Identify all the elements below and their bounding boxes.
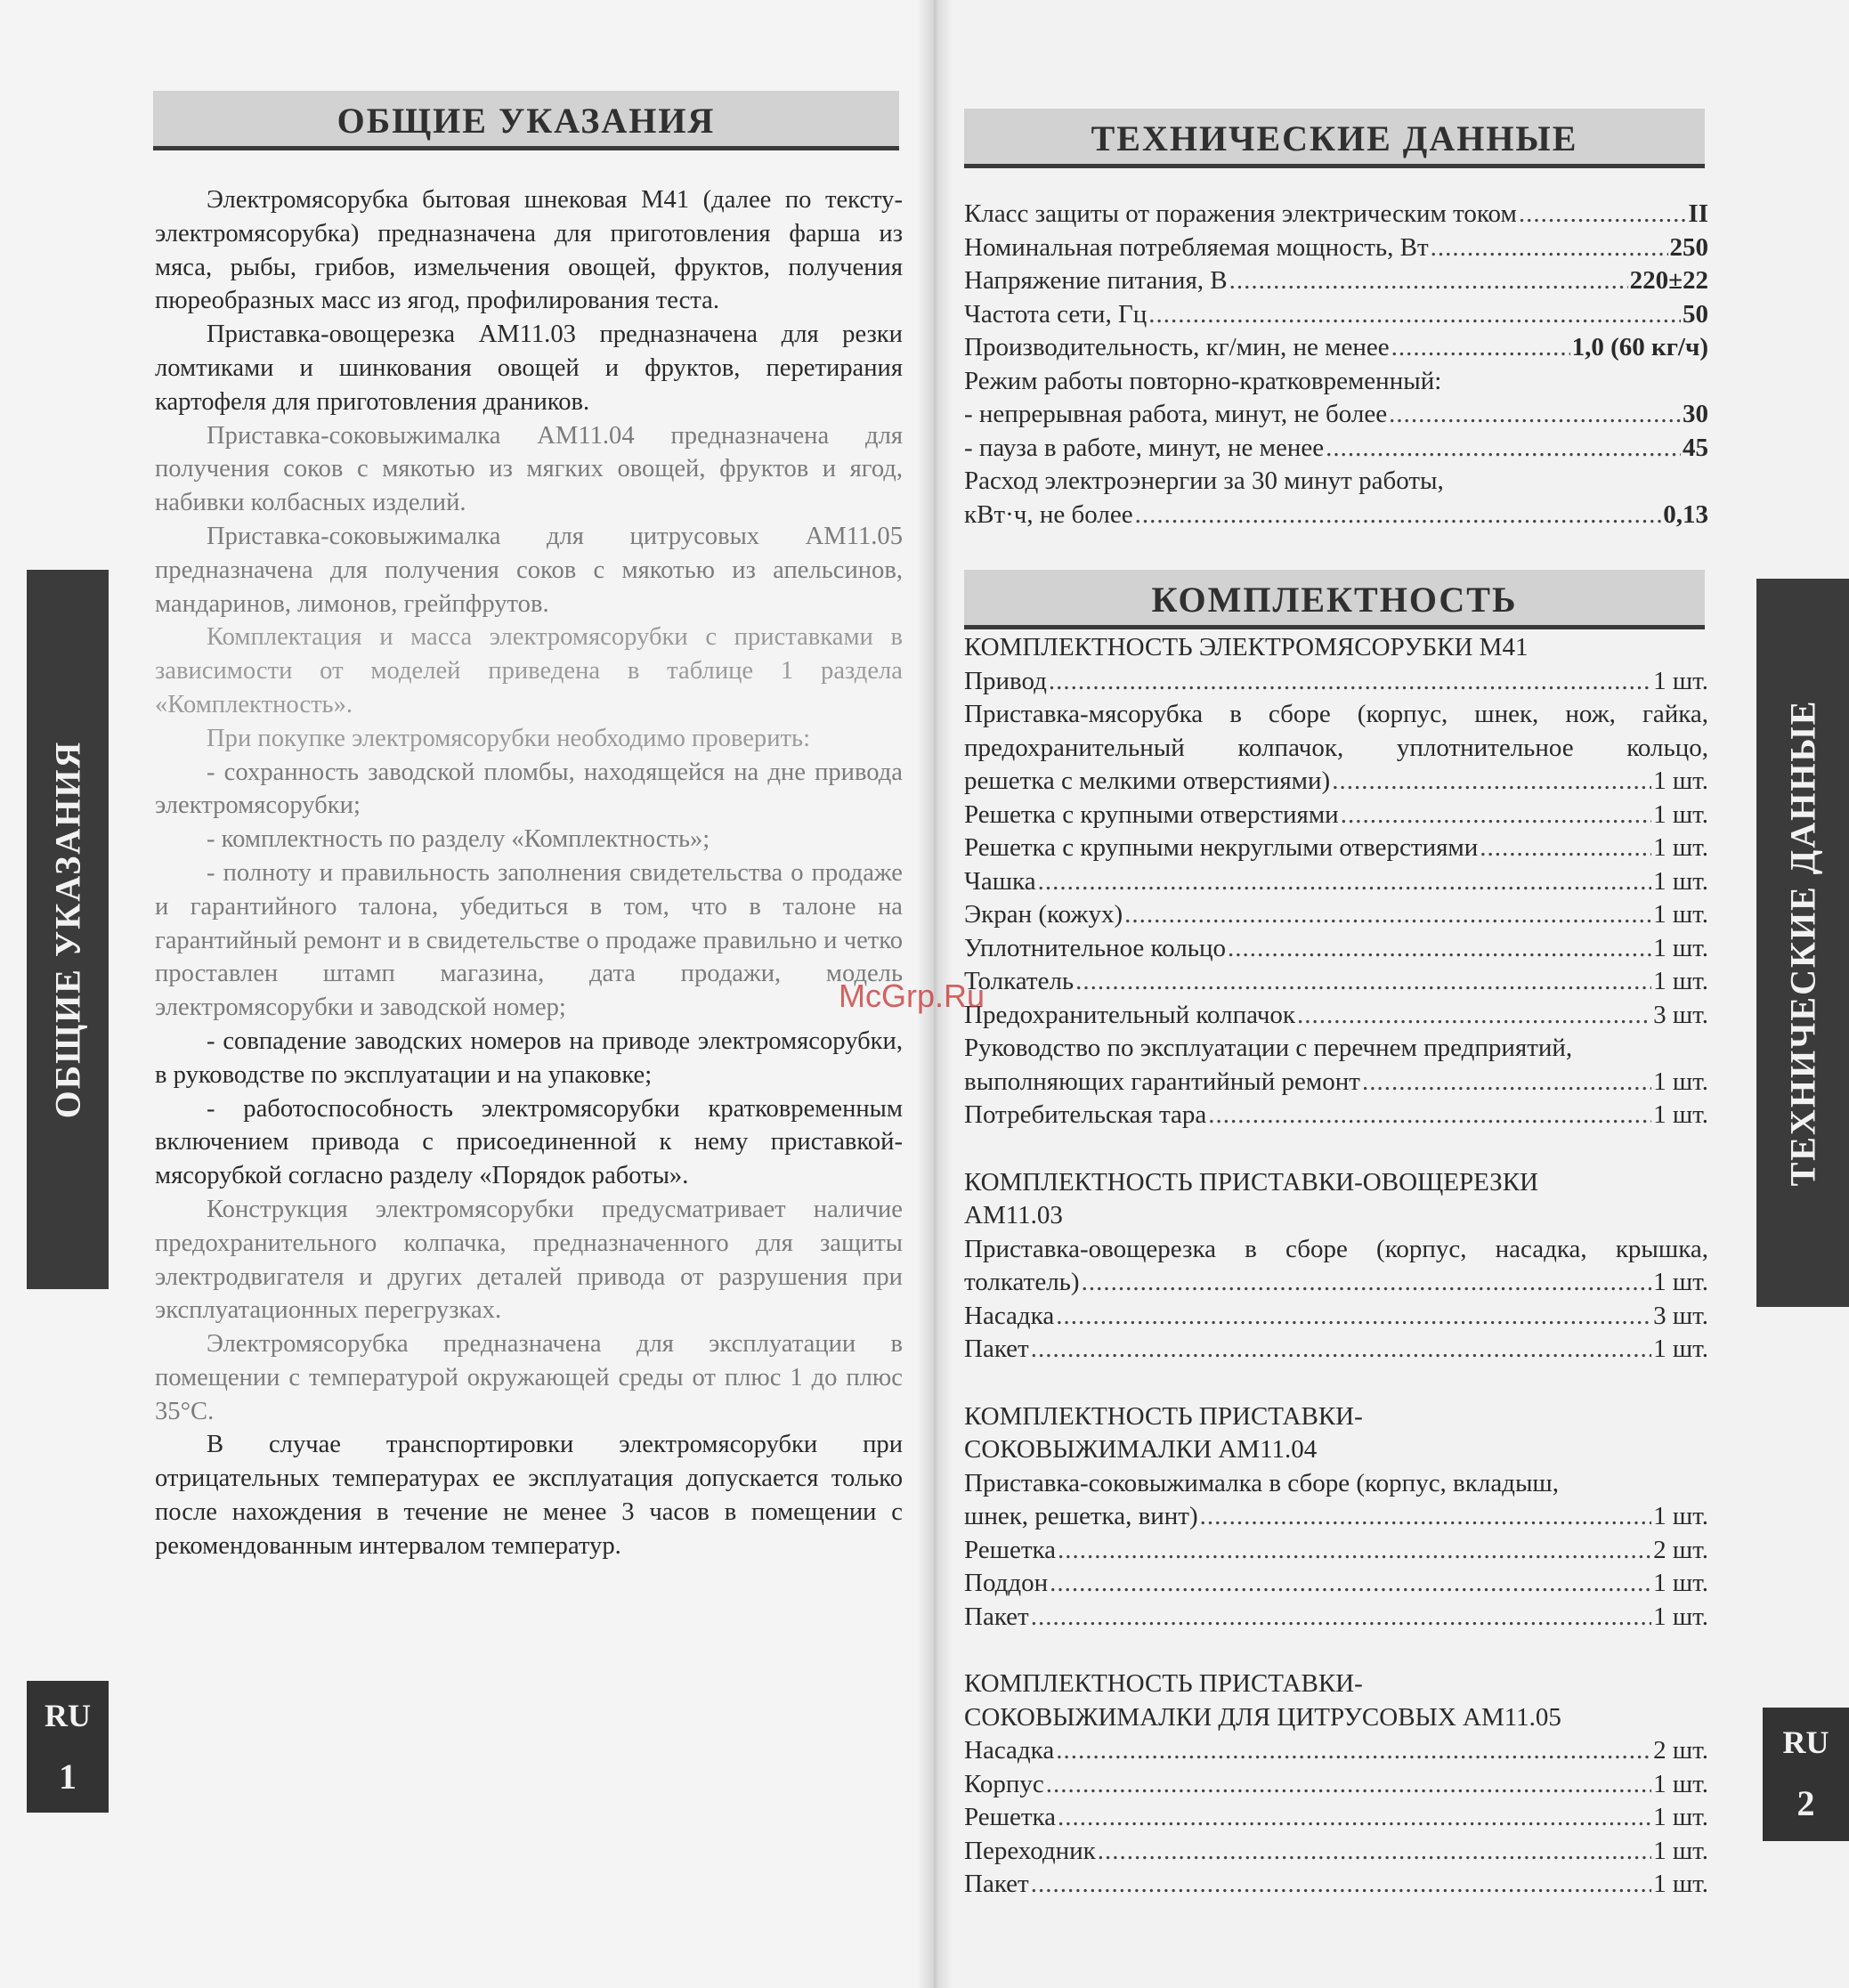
kit-list [964, 631, 1708, 1902]
general-instructions-text [155, 183, 903, 1563]
tech-row: Частота сети, Гц ..... 50 [964, 298, 1708, 332]
kit-am1104-title-2: СОКОВЫЖИМАЛКИ АМ11.04 [964, 1435, 1318, 1464]
kit-m41-title: КОМПЛЕКТНОСТЬ ЭЛЕКТРОМЯСОРУБКИ М41 [964, 633, 1529, 661]
kit-row: Решетка с крупными некруглыми отверстиями ..... 1 шт. [964, 832, 1708, 865]
right-page-number-box [1763, 1708, 1849, 1841]
kit-row: Решетка ..... 1 шт. [964, 1801, 1708, 1835]
kit-am1103-title: КОМПЛЕКТНОСТЬ ПРИСТАВКИ-ОВОЩЕРЕЗКИ [964, 1167, 1538, 1197]
tech-data-list [964, 198, 1708, 531]
tech-row: Производительность, кг/мин, не менее ..... 1,0 (60 кг/ч) [964, 331, 1708, 365]
paragraph: При покупке электромясорубки необходимо проверить: [207, 724, 811, 752]
paragraph: Приставка-соковыжималка АМ11.04 предназначена для получения соков с мякотью из мягких овощей, фруктов и ягод, набивки колбасных изделий. [155, 421, 903, 517]
kit-am1104-title: КОМПЛЕКТНОСТЬ ПРИСТАВКИ- [964, 1401, 1363, 1431]
tech-row: Класс защиты от поражения электрическим током ..... II [964, 198, 1708, 231]
kit-am1103-title-2: АМ11.03 [964, 1201, 1063, 1229]
kit-row: выполняющих гарантийный ремонт ..... 1 шт. [964, 1066, 1708, 1099]
paragraph: - совпадение заводских номеров на приводе электромясорубки, в руководстве по эксплуатации и на упаковке; [155, 1026, 903, 1089]
kit-row: Предохранительный колпачок ..... 3 шт. [964, 999, 1708, 1033]
kit-row: Чашка ..... 1 шт. [964, 865, 1708, 899]
paragraph: - работоспособность электромясорубки кратковременным включением привода с присоединенной к нему приставкой-мясорубкой согласно разделу «Порядок работы». [155, 1094, 903, 1190]
energy-label: Расход электроэнергии за 30 минут работы, [964, 467, 1444, 495]
kit-row: решетка с мелкими отверстиями) ..... 1 шт. [964, 765, 1708, 799]
mode-label: Режим работы повторно-кратковременный: [964, 366, 1442, 395]
paragraph: - комплектность по разделу «Комплектность»; [207, 825, 710, 854]
kit-row: Решетка ..... 2 шт. [964, 1534, 1708, 1568]
kit-text-line: Приставка-соковыжималка в сборе (корпус, вкладыш, [964, 1468, 1560, 1497]
right-side-tab: ТЕХНИЧЕСКИЕ ДАННЫЕ [1756, 579, 1849, 1307]
left-page-number: 1 [59, 1757, 77, 1797]
paragraph: - сохранность заводской пломбы, находящейся на дне привода электромясорубки; [155, 758, 903, 820]
kit-row: Потребительская тара ..... 1 шт. [964, 1099, 1708, 1132]
kit-row: Переходник ..... 1 шт. [964, 1835, 1708, 1869]
paragraph: В случае транспортировки электромясорубки при отрицательных температурах ее эксплуатация допускается только после нахождения в течение не менее 3 часов в помещении с рекомендованным интервалом температур. [155, 1431, 903, 1560]
kit-row: Экран (кожух) ..... 1 шт. [964, 898, 1708, 932]
kit-am1105-title-2: СОКОВЫЖИМАЛКИ ДЛЯ ЦИТРУСОВЫХ АМ11.05 [964, 1702, 1561, 1732]
right-lang-label: RU [1782, 1724, 1829, 1760]
paragraph: Электромясорубка бытовая шнековая М41 (далее по тексту-электромясорубка) предназначена для приготовления фарша из мяса, рыбы, грибов, измельчения овощей, фруктов, получения пюреобразных масс из ягод, профилирования теста. [155, 186, 903, 315]
kit-text-line: предохранительный колпачок, уплотнительное кольцо, [964, 733, 1708, 762]
kit-row: Толкатель ..... 1 шт. [964, 965, 1708, 999]
kit-row: Пакет ..... 1 шт. [964, 1601, 1708, 1635]
paragraph: Приставка-соковыжималка для цитрусовых АМ11.05 предназначена для получения соков с мякотью из апельсинов, мандаринов, лимонов, грейпфрутов. [155, 522, 903, 618]
kit-text-line: Приставка-овощерезка в сборе (корпус, насадка, крышка, [964, 1234, 1708, 1263]
tech-row: Номинальная потребляемая мощность, Вт ..... 250 [964, 231, 1708, 265]
tech-row: - пауза в работе, минут, не менее ..... 45 [964, 432, 1708, 466]
kit-row: Насадка ..... 3 шт. [964, 1300, 1708, 1334]
paragraph: Комплектация и масса электромясорубки с приставками в зависимости от моделей приведена в таблице 1 раздела «Комплектность». [155, 623, 903, 718]
kit-row: Пакет ..... 1 шт. [964, 1868, 1708, 1902]
general-instructions-heading: ОБЩИЕ УКАЗАНИЯ [153, 91, 899, 150]
tech-row: - непрерывная работа, минут, не более ..... 30 [964, 398, 1708, 432]
paragraph: Электромясорубка предназначена для эксплуатации в помещении с температурой окружающей среды от плюс 1 до плюс 35°С. [155, 1330, 903, 1425]
kit-row: Поддон ..... 1 шт. [964, 1567, 1708, 1601]
tech-data-heading: ТЕХНИЧЕСКИЕ ДАННЫЕ [964, 109, 1705, 168]
kit-text-line: Руководство по эксплуатации с перечнем предприятий, [964, 1034, 1573, 1062]
kit-row: толкатель) ..... 1 шт. [964, 1266, 1708, 1300]
kit-row: Корпус ..... 1 шт. [964, 1768, 1708, 1802]
kit-heading: КОМПЛЕКТНОСТЬ [964, 570, 1705, 629]
paragraph: Конструкция электромясорубки предусматривает наличие предохранительного колпачка, предназначенного для защиты электродвигателя и других деталей привода от разрушения при эксплуатационных перегрузках. [155, 1195, 903, 1325]
tech-row: кВт·ч, не более ..... 0,13 [964, 499, 1708, 532]
watermark-text: McGrp.Ru [839, 978, 985, 1014]
left-side-tab: ОБЩИЕ УКАЗАНИЯ [27, 570, 109, 1289]
kit-row: Привод ..... 1 шт. [964, 665, 1708, 699]
left-page-number-box [27, 1681, 109, 1813]
kit-row: Насадка ..... 2 шт. [964, 1734, 1708, 1768]
paragraph: Приставка-овощерезка АМ11.03 предназначена для резки ломтиками и шинкования овощей и фруктов, перетирания картофеля для приготовления драников. [155, 321, 903, 416]
kit-am1105-title: КОМПЛЕКТНОСТЬ ПРИСТАВКИ- [964, 1669, 1363, 1698]
kit-row: Пакет ..... 1 шт. [964, 1333, 1708, 1367]
right-page-number: 2 [1796, 1783, 1815, 1823]
kit-row: Решетка с крупными отверстиями ..... 1 шт. [964, 799, 1708, 832]
paragraph: - полноту и правильность заполнения свидетельства о продаже и гарантийного талона, убедиться в том, что в талоне на гарантийный ремонт и в свидетельстве о продаже правильно и четко проставлен штамп магазина, дата продажи, модель электромясорубки и заводской номер; [155, 858, 903, 1022]
kit-text-line: Приставка-мясорубка в сборе (корпус, шнек, нож, гайка, [964, 700, 1708, 728]
left-lang-label: RU [45, 1698, 91, 1733]
kit-row: шнек, решетка, винт) ..... 1 шт. [964, 1500, 1708, 1534]
kit-row: Уплотнительное кольцо ..... 1 шт. [964, 932, 1708, 966]
tech-row: Напряжение питания, В ..... 220±22 [964, 264, 1708, 298]
